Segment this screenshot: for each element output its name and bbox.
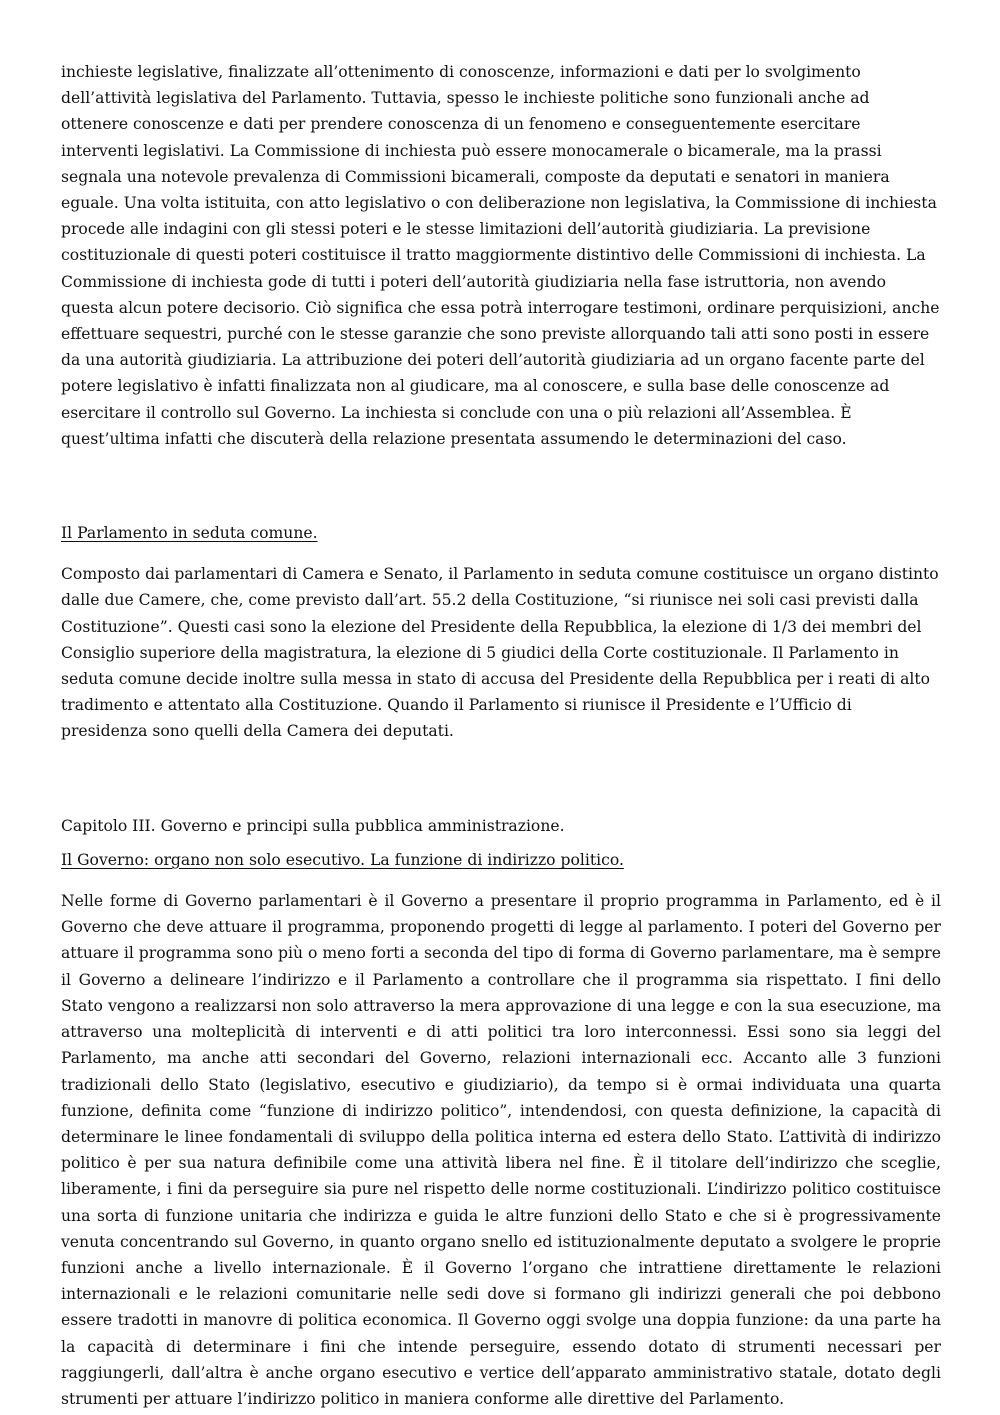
section-heading-seduta-comune-text: Il Parlamento in seduta comune. <box>61 524 318 543</box>
paragraph-seduta-comune: Composto dai parlamentari di Camera e Senato, il Parlamento in seduta comune costituisce un organo distinto dalle due Camere, che, come previsto dall’art. 55.2 della Costituzione, “si riunisce nei soli casi previsti dalla Costituzione”. Questi casi sono la elezione del Presidente della Repubblica, la elezione di 1/3 dei membri del Consiglio superiore della magistratura, la elezione di 5 giudici della Corte costituzionale. Il Parlamento in seduta comune decide inoltre sulla messa in stato di accusa del Presidente della Repubblica per i reati di alto tradimento e attentato alla Costituzione. Quando il Parlamento si riunisce il Presidente e l’Ufficio di presidenza sono quelli della Camera dei deputati. <box>61 565 939 741</box>
spacer <box>61 452 941 504</box>
section-heading-governo <box>61 847 941 873</box>
spacer <box>61 745 941 797</box>
paragraph-governo: Nelle forme di Governo parlamentari è il Governo a presentare il proprio programma in Parlamento, ed è il Governo che deve attuare il programma, proponendo progetti di legge al parlamento. I poteri del Governo per attuare il programma sono più o meno forti a seconda del tipo di forma di Governo parlamentare, ma è sempre il Governo a delineare l’indirizzo e il Parlamento a controllare che il programma sia rispettato. I fini dello Stato vengono a realizzarsi non solo attraverso la mera approvazione di una legge e con la sua esecuzione, ma attraverso una molteplicità di interventi e di atti politici tra loro interconnessi. Essi sono sia leggi del Parlamento, ma anche atti secondari del Governo, relazioni internazionali ecc. Accanto alle 3 funzioni tradizionali dello Stato (legislativo, esecutivo e giudiziario), da tempo si è ormai individuata una quarta funzione, definita come “funzione di indirizzo politico”, intendendosi, con questa definizione, la capacità di determinare le linee fondamentali di sviluppo della politica interna ed estera dello Stato. L’attività di indirizzo politico è per sua natura definibile come una attività libera nel fine. È il titolare dell’indirizzo che sceglie, liberamente, i fini da perseguire sia pure nel rispetto delle norme costituzionali. L’indirizzo politico costituisce una sorta di funzione unitaria che indirizza e guida le altre funzioni dello Stato e che si è progressivamente venuta concentrando sul Governo, in quanto organo snello ed istituzionalmente deputato a svolgere le proprie funzioni anche a livello internazionale. È il Governo l’organo che intrattiene direttamente le relazioni internazionali e le relazioni comunitarie nelle sedi dove si formano gli indirizzi generali che poi debbono essere tradotti in manovre di politica economica. Il Governo oggi svolge una doppia funzione: da una parte ha la capacità di determinare i fini che intende perseguire, essendo dotato di strumenti necessari per raggiungerli, dall’altra è anche organo esecutivo e vertice dell’apparato amministrativo statale, dotato degli strumenti per attuare l’indirizzo politico in maniera conforme alle direttive del Parlamento. <box>61 892 941 1408</box>
section-heading-governo-text: Il Governo: organo non solo esecutivo. La funzione di indirizzo politico. <box>61 850 624 869</box>
section-heading-seduta-comune <box>61 520 941 546</box>
chapter-title: Capitolo III. Governo e principi sulla pubblica amministrazione. <box>61 816 565 835</box>
paragraph-commissioni-inchiesta: inchieste legislative, finalizzate all’ottenimento di conoscenze, informazioni e dati per lo svolgimento dell’attività legislativa del Parlamento. Tuttavia, spesso le inchieste politiche sono funzionali anche ad ottenere conoscenze e dati per prendere conoscenza di un fenomeno e conseguentemente esercitare interventi legislativi. La Commissione di inchiesta può essere monocamerale o bicamerale, ma la prassi segnala una notevole prevalenza di Commissioni bicamerali, composte da deputati e senatori in maniera eguale. Una volta istituita, con atto legislativo o con deliberazione non legislativa, la Commissione di inchiesta procede alle indagini con gli stessi poteri e le stesse limitazioni dell’autorità giudiziaria. La previsione costituzionale di questi poteri costituisce il tratto maggiormente distintivo delle Commissioni di inchiesta. La Commissione di inchiesta gode di tutti i poteri dell’autorità giudiziaria nella fase istruttoria, non avendo questa alcun potere decisorio. Ciò significa che essa potrà interrogare testimoni, ordinare perquisizioni, anche effettuare sequestri, purché con le stesse garanzie che sono previste allorquando tali atti sono posti in essere da una autorità giudiziaria. La attribuzione dei poteri dell’autorità giudiziaria ad un organo facente parte del potere legislativo è infatti finalizzata non al giudicare, ma al conoscere, e sulla base delle conoscenze ad esercitare il controllo sul Governo. La inchiesta si conclude con una o più relazioni all’Assemblea. È quest’ultima infatti che discuterà della relazione presentata assumendo le determinazioni del caso. <box>61 63 940 448</box>
